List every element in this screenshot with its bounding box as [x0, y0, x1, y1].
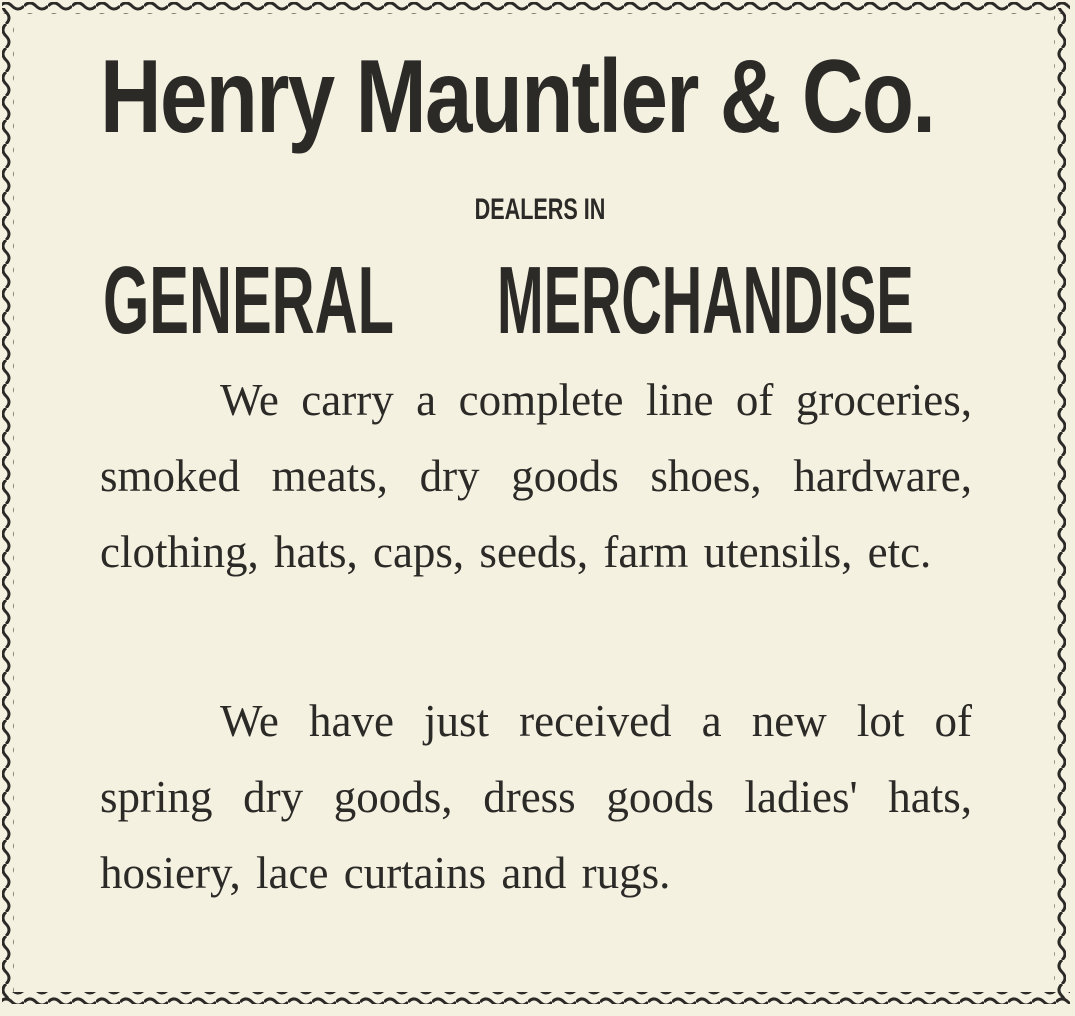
- border-right: [1054, 8, 1066, 1000]
- paragraph-new-arrivals: We have just received a new lot of spring dry goods, dress goods ladies' hats, hosiery, lace curtains and rugs.: [100, 696, 972, 898]
- border-top: [2, 2, 1070, 14]
- border-bottom: [2, 992, 1070, 1004]
- heading-general: GENERAL: [103, 247, 395, 354]
- border-left: [2, 8, 14, 1000]
- paragraph-product-line: We carry a complete line of groceries, smoked meats, dry goods shoes, hardware, clothing, hats, caps, seeds, farm utensils, etc.: [100, 375, 972, 577]
- heading-merchandise: MERCHANDISE: [497, 247, 914, 354]
- company-name: Henry Mauntler & Co.: [100, 39, 935, 155]
- dealers-in-label: DEALERS IN: [474, 193, 606, 226]
